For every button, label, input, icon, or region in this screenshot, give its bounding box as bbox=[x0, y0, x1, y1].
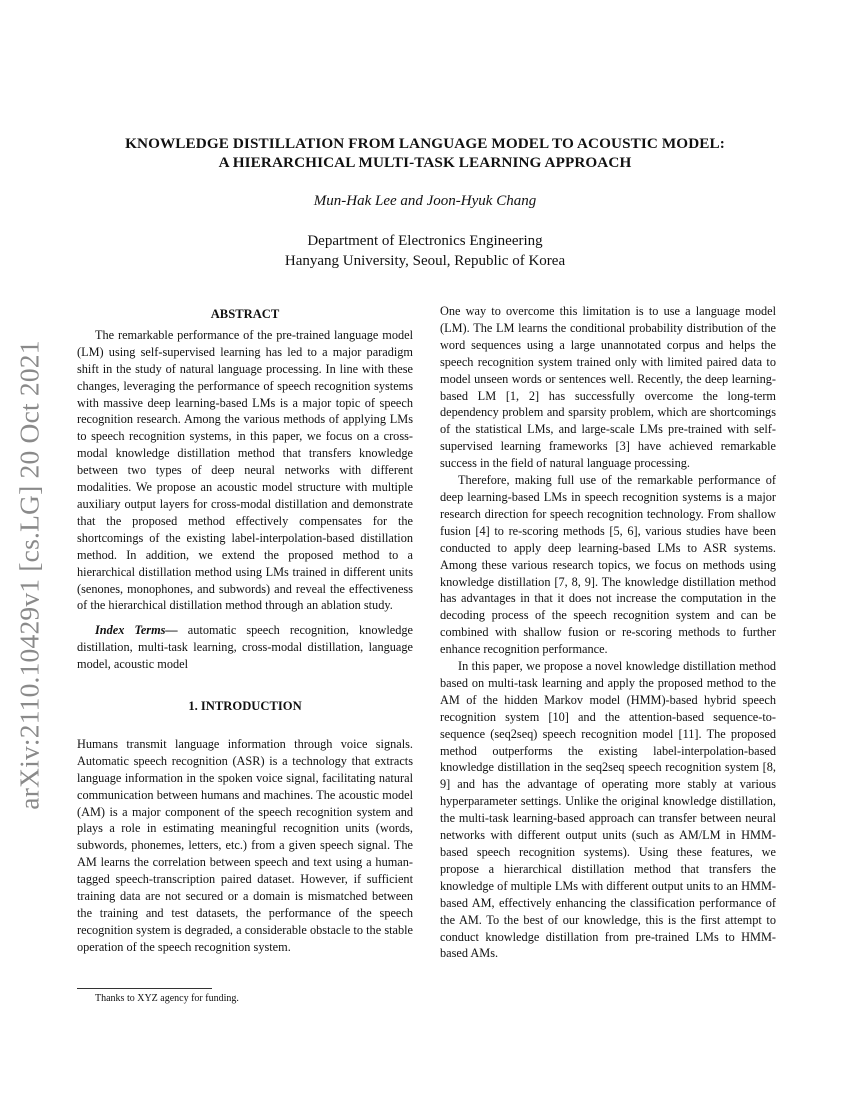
affiliation-department: Department of Electronics Engineering bbox=[307, 233, 543, 249]
index-terms-label: Index Terms— bbox=[95, 623, 178, 638]
paper-title-line-1: KNOWLEDGE DISTILLATION FROM LANGUAGE MODEL TO ACOUSTIC MODEL: bbox=[125, 135, 725, 152]
left-column bbox=[77, 306, 413, 956]
footnote-divider bbox=[77, 988, 212, 989]
arxiv-identifier-stamp bbox=[10, 295, 50, 855]
intro-paragraph-3: Therefore, making full use of the remarkable performance of deep learning-based LMs in speech recognition systems is a major research direction for speech recognition technology. From shallow fusion [4] to re-scoring methods [5, 6], various studies have been conducted to apply deep learning-based LMs to ASR systems. Among these various research topics, we focus on methods using knowledge distillation [7, 8, 9]. The knowledge distillation method has advantages in that it does not increase the computation in the decoding process of the speech recognition system and can be combined with shallow fusion or re-scoring methods to further enhance recognition performance. bbox=[440, 473, 776, 657]
introduction-heading: 1. INTRODUCTION bbox=[188, 699, 302, 714]
arxiv-identifier-text: arXiv:2110.10429v1 [cs.LG] 20 Oct 2021 bbox=[14, 340, 46, 810]
paper-title-line-2: A HIERARCHICAL MULTI-TASK LEARNING APPROACH bbox=[218, 154, 632, 171]
intro-paragraph-2: One way to overcome this limitation is to use a language model (LM). The LM learns the conditional probability distribution of the word sequences using a large unannotated corpus and helps the speech recognition system trained only with limited paired data to model unseen words or sentences well. Recently, the deep learning-based LM [1, 2] has successfully overcome the long-term dependency problem and sparsity problem, which are shortcomings of the statistical LMs, and large-scale LMs pre-trained with self-supervised learning frameworks [3] have achieved remarkable success in the field of natural language processing. bbox=[440, 304, 776, 471]
funding-footnote: Thanks to XYZ agency for funding. bbox=[95, 993, 239, 1004]
intro-paragraph-1: Humans transmit language information through voice signals. Automatic speech recognition (ASR) is a technology that extracts language information in the spoken voice signal, facilitating natural communication between humans and machines. The acoustic model (AM) is a major component of the speech recognition system and plays a role in estimating meaningful recognition units (words, subwords, phonemes, letters, etc.) from a given speech signal. The AM learns the correlation between speech and text using a human-tagged speech-transcription paired dataset. However, if sufficient training data are not secured or a domain is mismatched between the training and test datasets, the performance of the speech recognition system is degraded, a considerable obstacle to the stable operation of the speech recognition system. bbox=[77, 736, 413, 954]
right-column bbox=[440, 303, 776, 962]
index-terms-text: automatic speech recognition, knowledge distillation, multi-task learning, cross-modal distillation, language model, acoustic model bbox=[77, 623, 413, 672]
paper-title bbox=[60, 134, 790, 172]
intro-paragraph-4: In this paper, we propose a novel knowledge distillation method based on multi-task learning and apply the proposed method to the AM of the hidden Markov model (HMM)-based hybrid speech recognition system [10] and the attention-based sequence-to-sequence (seq2seq) speech recognition model [11]. The proposed method outperforms the existing label-interpolation-based knowledge distillation in the seq2seq speech recognition system [8, 9] and has the advantage of operating more stably at various hyperparameter settings. Unlike the original knowledge distillation, the multi-task learning-based approach can transfer between neural networks with different output units (such as AM/LM in HMM-based speech recognition systems). Using these features, we propose a hierarchical distillation method that transfers the knowledge of multiple LMs with different output units to an HMM-based AM, effectively enhancing the classification performance of the AM. To the best of our knowledge, this is the first attempt to conduct knowledge distillation from pre-trained LMs to HMM-based AMs. bbox=[440, 659, 776, 961]
abstract-text: The remarkable performance of the pre-trained language model (LM) using self-supervised learning has led to a major paradigm shift in the study of natural language processing. In line with these changes, leveraging the performance of speech recognition systems with massive deep learning-based LMs is a major topic of speech recognition research. Among the various methods of applying LMs to speech recognition systems, in this paper, we focus on a cross-modal knowledge distillation method that transfers knowledge between two types of deep neural networks with different modalities. We propose an acoustic model structure with multiple auxiliary output layers for cross-modal distillation and demonstrate that the proposed method effectively compensates for the shortcomings of the existing label-interpolation-based distillation method. In addition, we extend the proposed method to a hierarchical distillation method using LMs trained in different units (senones, monophones, and subwords) and reveal the effectiveness of the hierarchical distillation method through an ablation study. bbox=[77, 327, 413, 613]
author-affiliation bbox=[60, 231, 790, 271]
abstract-heading: ABSTRACT bbox=[210, 307, 280, 321]
affiliation-university: Hanyang University, Seoul, Republic of Korea bbox=[284, 253, 566, 269]
index-terms bbox=[77, 622, 413, 673]
paper-authors: Mun-Hak Lee and Joon-Hyuk Chang bbox=[313, 193, 537, 209]
